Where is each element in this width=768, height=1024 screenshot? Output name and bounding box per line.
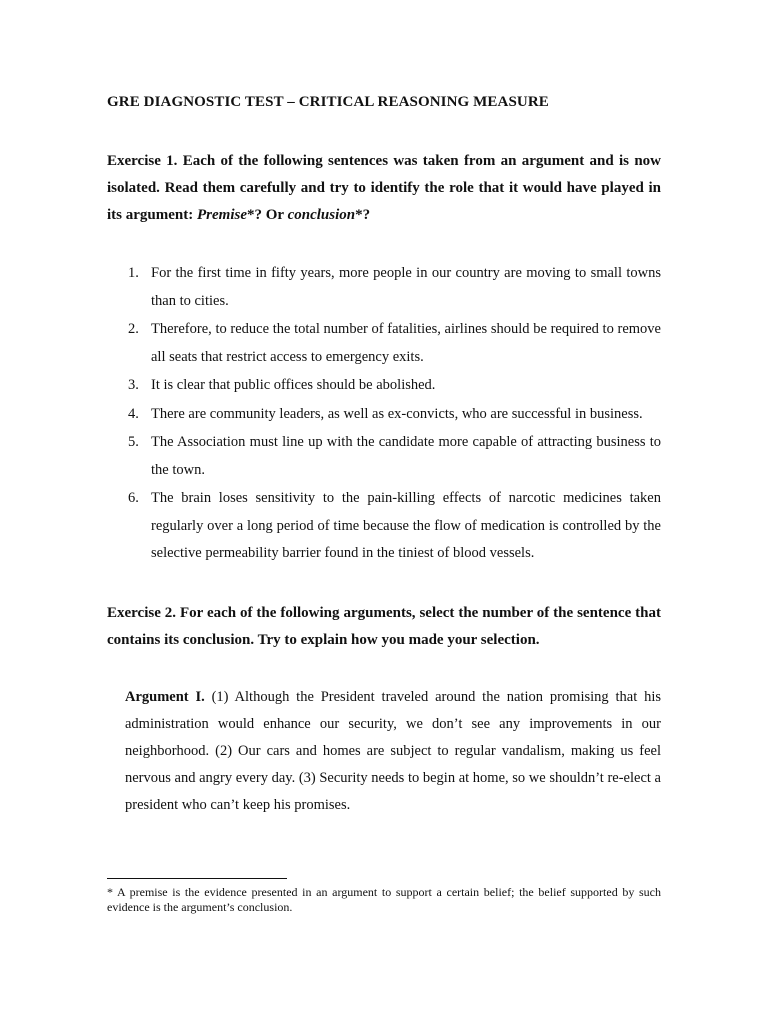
list-item <box>107 401 661 429</box>
exercise-2-instructions: Exercise 2. For each of the following arguments, select the number of the sentence that contains its conclusion. Try to explain how you made your selection. <box>107 605 661 648</box>
exercise-1-mid: *? Or <box>247 207 288 223</box>
list-item-number: 5. <box>128 434 139 450</box>
document-title: GRE DIAGNOSTIC TEST – CRITICAL REASONING MEASURE <box>107 94 549 110</box>
list-item-number: 4. <box>128 405 139 422</box>
list-item-number: 3. <box>128 377 139 393</box>
exercise-1-instructions <box>107 148 661 229</box>
list-item <box>107 316 661 371</box>
argument-1-paragraph <box>125 684 661 819</box>
list-item <box>107 372 661 400</box>
list-item <box>107 429 661 484</box>
list-item <box>107 260 661 315</box>
list-item-text: Therefore, to reduce the total number of fatalities, airlines should be required to remove all seats that restrict access to emergency exits. <box>151 321 661 365</box>
list-item-text: For the first time in fifty years, more people in our country are moving to small towns than to cities. <box>151 265 661 309</box>
premise-term: Premise <box>197 207 247 223</box>
list-item-text: The Association must line up with the candidate more capable of attracting business to the town. <box>151 434 661 478</box>
exercise-1-intro: Exercise 1. Each of the following sentences was taken from an argument and is now isolated. Read them carefully and try to identify the role that it would have played in its argument: <box>107 153 661 223</box>
footnote-divider <box>107 878 287 879</box>
list-item-text: It is clear that public offices should be abolished. <box>151 377 436 393</box>
conclusion-term: conclusion <box>287 207 356 223</box>
list-item-number: 6. <box>128 490 139 506</box>
list-item-text: The brain loses sensitivity to the pain-killing effects of narcotic medicines taken regularly over a long period of time because the flow of medication is controlled by the selective permeability barrier found in the tiniest of blood vessels. <box>151 490 661 561</box>
list-item-number: 2. <box>128 321 139 337</box>
exercise-1-end: *? <box>355 207 371 223</box>
exercise-1-sentence-list <box>107 260 661 569</box>
list-item-number: 1. <box>128 265 139 281</box>
argument-1-label: Argument I. <box>125 689 205 705</box>
argument-1-text: (1) Although the President traveled around the nation promising that his administration would enhance our security, we don’t see any improvements in our neighborhood. (2) Our cars and homes are subject to regular vandalism, making us feel nervous and angry every day. (3) Security needs to begin at home, so we shouldn’t re-elect a president who can’t keep his promises. <box>125 689 661 813</box>
list-item <box>107 485 661 568</box>
list-item-text: There are community leaders, as well as ex-convicts, who are successful in business. <box>151 405 643 422</box>
footnote: * A premise is the evidence presented in an argument to support a certain belief; the belief supported by such evidence is the argument’s conclusion. <box>107 885 661 914</box>
